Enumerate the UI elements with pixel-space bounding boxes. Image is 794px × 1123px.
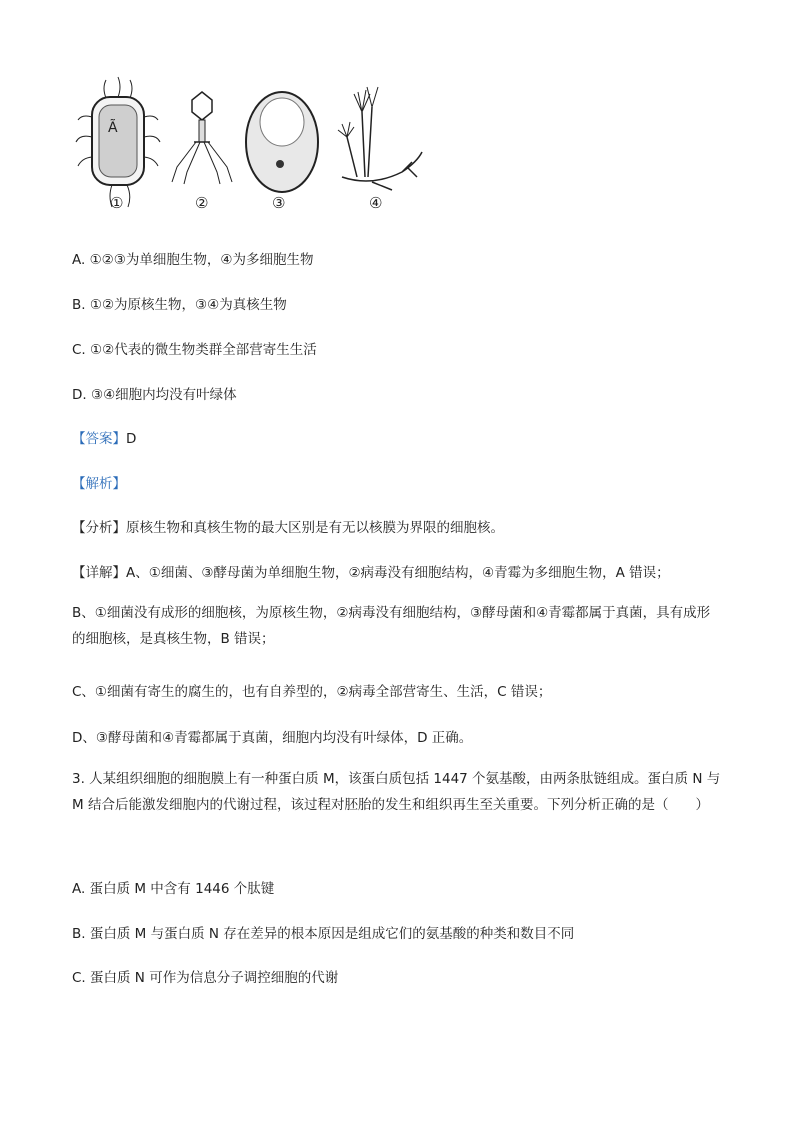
answer-tag: 【答案】 <box>72 431 126 447</box>
bacterium-drawing <box>76 77 160 207</box>
xiangjie-tag: 【详解】 <box>72 565 126 581</box>
analysis-tag: 【解析】 <box>72 476 126 492</box>
xiangjie-b-text: B、①细菌没有成形的细胞核，为原核生物，②病毒没有细胞结构，③酵母菌和④青霉都属于真菌，具有成形的细胞核，是真核生物，B 错误； <box>72 605 711 647</box>
svg-text:Ã: Ã <box>108 120 118 136</box>
q2-option-b: B. ①②为原核生物，③④为真核生物 <box>72 297 287 313</box>
q2-option-c: C. ①②代表的微生物类群全部营寄生生活 <box>72 342 317 358</box>
figure-label-3: ③ <box>272 194 286 212</box>
q2-option-a: A. ①②③为单细胞生物，④为多细胞生物 <box>72 252 314 268</box>
q2-option-d: D. ③④细胞内均没有叶绿体 <box>72 387 237 403</box>
organism-figure <box>72 72 432 217</box>
fenxi-text: 原核生物和真核生物的最大区别是有无以核膜为界限的细胞核。 <box>126 520 504 536</box>
fenxi-line <box>72 516 504 536</box>
xiangjie-d-text: D、③酵母菌和④青霉都属于真菌，细胞内均没有叶绿体，D 正确。 <box>72 730 473 746</box>
figure-label-2: ② <box>195 194 209 212</box>
q3-option-b: B. 蛋白质 M 与蛋白质 N 存在差异的根本原因是组成它们的氨基酸的种类和数目不同 <box>72 926 575 942</box>
analysis-heading <box>72 472 126 492</box>
figure-label-1: ① <box>110 194 124 212</box>
q3-stem: 3. 人某组织细胞的细胞膜上有一种蛋白质 M，该蛋白质包括 1447 个氨基酸，由两条肽链组成。蛋白质 N 与 M 结合后能激发细胞内的代谢过程，该过程对胚胎的发生和组织再生至关重要。下列分析正确的是（ ） <box>72 771 721 813</box>
answer-line <box>72 427 136 447</box>
penicillium-drawing <box>338 87 422 190</box>
phage-drawing <box>172 92 232 184</box>
figure-label-4: ④ <box>369 194 383 212</box>
yeast-drawing <box>246 92 318 192</box>
q3-option-c: C. 蛋白质 N 可作为信息分子调控细胞的代谢 <box>72 970 339 986</box>
fenxi-tag: 【分析】 <box>72 520 126 536</box>
xiangjie-a-text: A、①细菌、③酵母菌为单细胞生物，②病毒没有细胞结构，④青霉为多细胞生物，A 错误； <box>126 565 670 581</box>
xiangjie-line-a <box>72 561 670 581</box>
q3-option-a: A. 蛋白质 M 中含有 1446 个肽键 <box>72 881 275 897</box>
xiangjie-c-text: C、①细菌有寄生的腐生的，也有自养型的，②病毒全部营寄生、生活，C 错误； <box>72 684 552 700</box>
answer-value: D <box>126 431 137 447</box>
